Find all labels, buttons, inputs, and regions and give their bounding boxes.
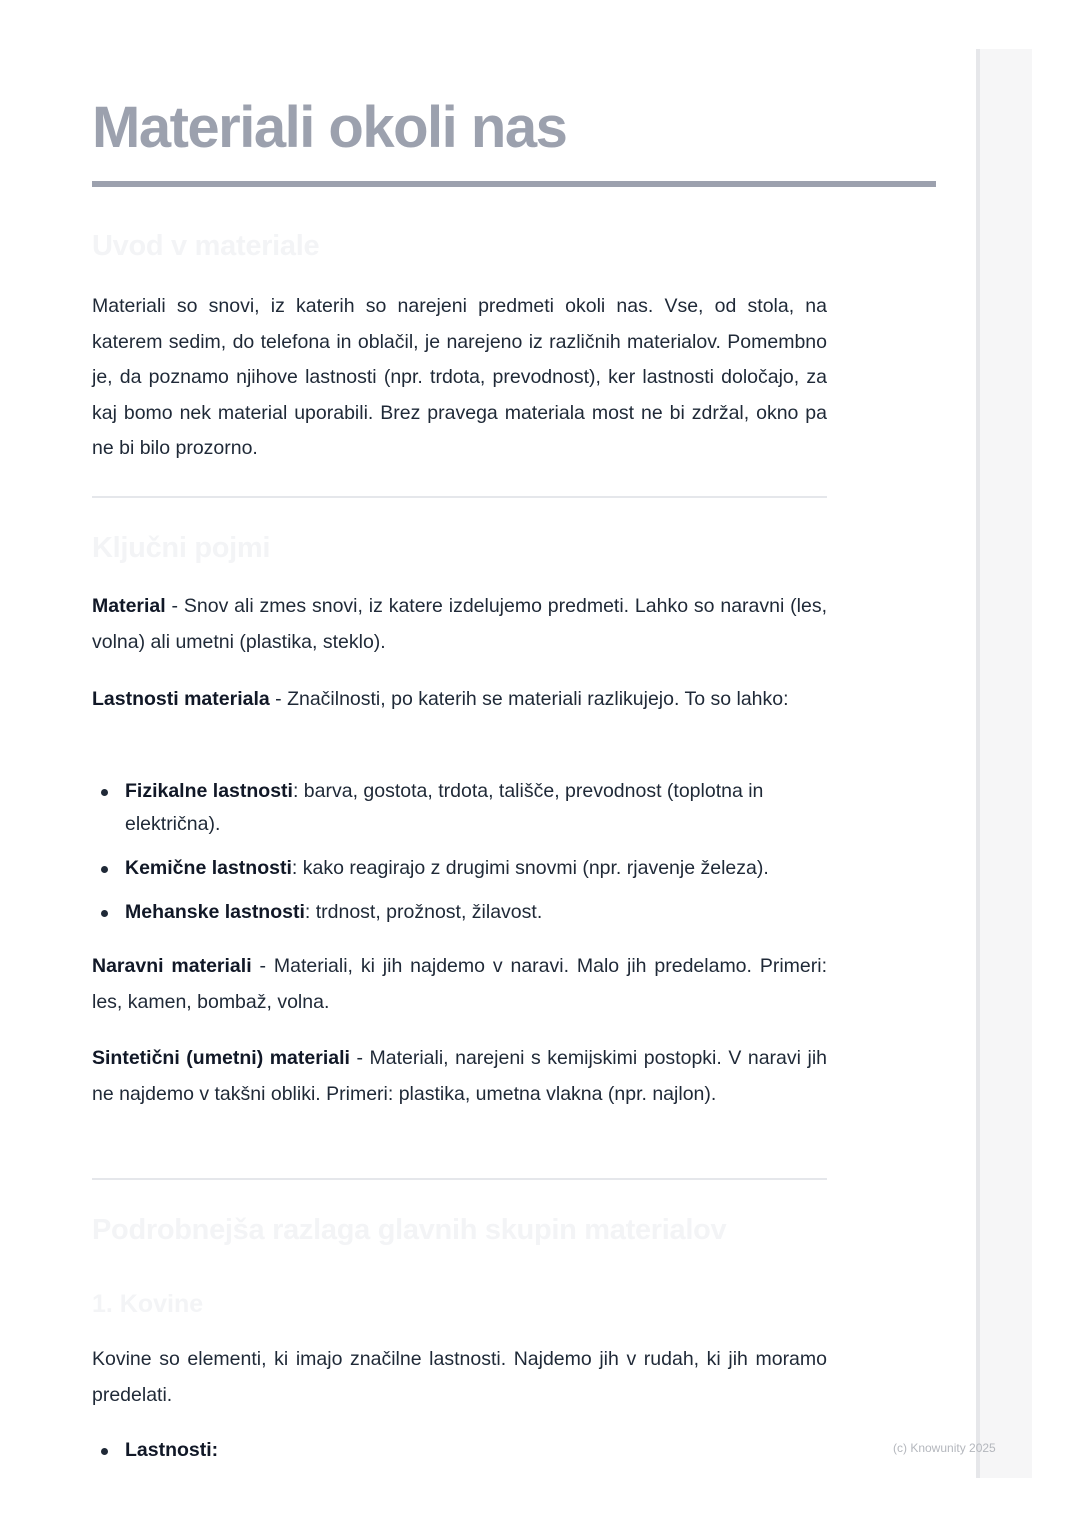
subsection-heading-kovine: 1. Kovine [92, 1290, 204, 1318]
list-item-label: Kemične lastnosti [125, 857, 292, 879]
side-panel [976, 49, 1032, 1478]
section-heading-detailed: Podrobnejša razlaga glavnih skupin materialov [92, 1214, 727, 1246]
list-item-label: Mehanske lastnosti [125, 901, 305, 923]
list-item-text: : kako reagirajo z drugimi snovmi (npr. rjavenje železa). [291, 857, 769, 879]
title-divider [92, 181, 936, 187]
term-material [92, 589, 827, 660]
bullet-icon [101, 1448, 108, 1455]
list-item-label: Lastnosti: [125, 1439, 219, 1461]
term-label: Sintetični (umetni) materiali [92, 1047, 350, 1069]
term-definition: - Materiali, narejeni s kemijskimi postopki. V naravi jih ne najdemo v takšni obliki. Primeri: plastika, umetna vlakna (npr. najlon). [92, 1047, 827, 1105]
section-divider [92, 496, 827, 498]
term-definition: - Snov ali zmes snovi, iz katere izdelujemo predmeti. Lahko so naravni (les, volna) ali umetni (plastika, steklo). [92, 595, 827, 653]
term-label: Lastnosti materiala [92, 688, 270, 710]
term-naravni-materiali [92, 949, 827, 1020]
section-heading-intro: Uvod v materiale [92, 230, 320, 262]
list-item [92, 896, 827, 929]
intro-paragraph: Materiali so snovi, iz katerih so narejeni predmeti okoli nas. Vse, od stola, na katerem sedim, do telefona in oblačil, je narejeno iz različnih materialov. Pomembno je, da poznamo njihove lastnosti (npr. trdota, prevodnost), ker lastnosti določajo, za kaj bomo nek material uporabili. Brez pravega materiala most ne bi zdržal, okno pa ne bi bilo prozorno. [92, 295, 827, 459]
property-list [92, 775, 827, 929]
list-item [92, 775, 827, 841]
bullet-icon [101, 866, 108, 873]
term-lastnosti-materiala [92, 682, 827, 718]
term-definition: - Materiali, ki jih najdemo v naravi. Malo jih predelamo. Primeri: les, kamen, bombaž, volna. [92, 955, 827, 1013]
term-label: Material [92, 595, 166, 617]
bullet-icon [101, 910, 108, 917]
list-item [92, 852, 827, 885]
list-item-label: Fizikalne lastnosti [125, 780, 293, 802]
list-item-text: : barva, gostota, trdota, tališče, prevodnost (toplotna in električna). [125, 780, 764, 835]
list-item [92, 1434, 827, 1467]
term-label: Naravni materiali [92, 955, 252, 977]
section-divider [92, 1178, 827, 1180]
kovine-list [92, 1434, 827, 1467]
kovine-paragraph: Kovine so elementi, ki imajo značilne lastnosti. Najdemo jih v rudah, ki jih moramo predelati. [92, 1348, 827, 1406]
list-item-text: : trdnost, prožnost, žilavost. [304, 901, 543, 923]
term-definition: - Značilnosti, po katerih se materiali razlikujejo. To so lahko: [269, 688, 789, 710]
bullet-icon [101, 789, 108, 796]
term-sinteticni-materiali [92, 1041, 827, 1112]
page-title: Materiali okoli nas [92, 95, 567, 160]
section-heading-key-terms: Ključni pojmi [92, 532, 271, 564]
copyright-footer: (c) Knowunity 2025 [893, 1441, 996, 1455]
